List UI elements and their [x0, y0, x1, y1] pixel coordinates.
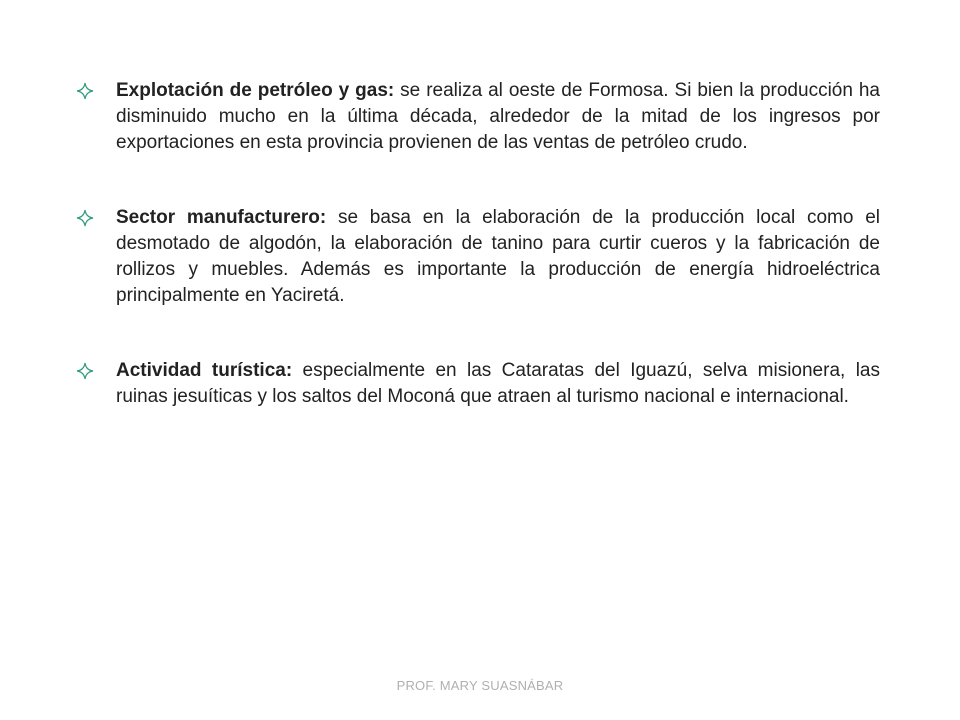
- bullet-heading: Actividad turística:: [116, 360, 293, 381]
- bullet-text: se realiza al oeste de Formosa. Si bien la producción ha disminuido mucho en la última década, alrededor de la mitad de los ingresos por exportaciones en esta provincia provienen de las ventas de petróleo crudo.: [116, 80, 881, 153]
- bullet-item-oil-gas: [76, 78, 880, 156]
- bullet-heading: Sector manufacturero:: [116, 207, 327, 228]
- four-point-star-icon: [76, 209, 94, 227]
- bullet-item-tourism: [76, 358, 880, 410]
- bullet-text: especialmente en las Cataratas del Iguazú, selva misionera, las ruinas jesuíticas y los saltos del Moconá que atraen al turismo nacional e internacional.: [116, 360, 880, 407]
- bullet-heading: Explotación de petróleo y gas:: [116, 80, 395, 101]
- four-point-star-icon: [76, 362, 94, 380]
- bullet-text: se basa en la elaboración de la producción local como el desmotado de algodón, la elaboración de tanino para curtir cueros y la fabricación de rollizos y muebles. Además es importante la producción de energía hidroeléctrica principalmente en Yaciretá.: [116, 207, 880, 306]
- bullet-list: [76, 78, 880, 459]
- bullet-item-manufacturing: [76, 205, 880, 309]
- four-point-star-icon: [76, 82, 94, 100]
- footer-author: PROF. MARY SUASNÁBAR: [396, 678, 564, 693]
